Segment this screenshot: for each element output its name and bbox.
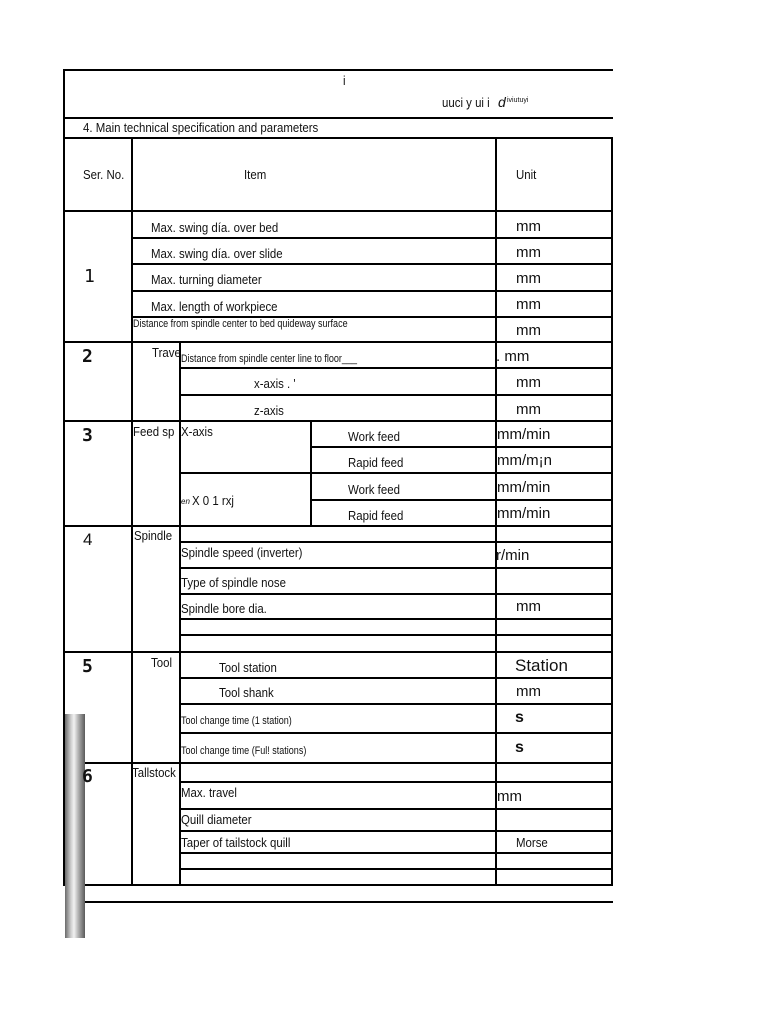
- item-max-swing-bed: Max. swing día. over bed: [151, 220, 279, 235]
- serial-5: 5: [82, 656, 93, 677]
- col-header-item: Item: [244, 167, 267, 182]
- item-x-axis-travel: x-axis . ': [254, 376, 296, 391]
- item-max-swing-slide: Max. swing día. over slide: [151, 246, 283, 261]
- unit-z-rapid-feed: mm/min: [497, 505, 551, 522]
- binding-rod: [65, 714, 85, 938]
- unit-max-turning-diameter: mm: [516, 270, 541, 287]
- item-z-axis-travel: z-axis: [254, 403, 284, 418]
- unit-z-work-feed: mm/min: [497, 479, 551, 496]
- unit-x-rapid-feed: mm/m¡n: [497, 452, 552, 469]
- group-label-spindle: Spindle: [134, 528, 173, 543]
- unit-spindle-speed: r/min: [496, 547, 530, 564]
- unit-max-swing-bed: mm: [516, 218, 541, 235]
- unit-tailstock-taper: Morse: [516, 835, 548, 850]
- serial-4: 4: [83, 530, 93, 549]
- subgroup-z-axis: X 0 1 rxj: [192, 493, 234, 508]
- item-max-travel: Max. travel: [181, 785, 237, 800]
- unit-z-axis-travel: mm: [516, 401, 541, 418]
- item-spindle-nose-type: Type of spindle nose: [181, 575, 286, 590]
- item-x-rapid-feed: Rapid feed: [348, 455, 404, 470]
- item-tool-shank: Tool shank: [219, 685, 274, 700]
- unit-max-swing-slide: mm: [516, 244, 541, 261]
- header-garbled-small: d: [498, 94, 506, 110]
- item-spindle-speed: Spindle speed (inverter): [181, 545, 303, 560]
- serial-1: 1: [84, 266, 95, 287]
- unit-x-axis-travel: mm: [516, 374, 541, 391]
- item-max-turning-diameter: Max. turning diameter: [151, 272, 262, 287]
- item-spindle-to-guideway: Distance from spindle center to bed quideway surface: [133, 318, 348, 330]
- item-x-work-feed: Work feed: [348, 429, 400, 444]
- unit-max-travel: mm: [497, 788, 522, 805]
- unit-tool-shank: mm: [516, 683, 541, 700]
- unit-tool-change-1: s: [515, 709, 524, 726]
- unit-x-work-feed: mm/min: [497, 426, 551, 443]
- item-tool-change-1: Tool change time (1 station): [181, 715, 292, 727]
- unit-spindle-bore: mm: [516, 598, 541, 615]
- item-z-rapid-feed: Rapid feed: [348, 508, 404, 523]
- serial-2: 2: [82, 346, 93, 367]
- item-spindle-to-floor: Distance from spindle center line to floor___: [181, 353, 357, 365]
- group-label-feed-speed: Feed sp: [133, 424, 175, 439]
- group-label-tool: Tool: [151, 655, 172, 670]
- col-header-serno: Ser. No.: [83, 167, 125, 182]
- item-max-length-workpiece: Max. length of workpiece: [151, 299, 278, 314]
- header-garbled-tiny: iviutuyi: [507, 97, 529, 104]
- serial-3: 3: [82, 425, 93, 446]
- unit-spindle-to-floor: . mm: [496, 348, 530, 365]
- group-label-tailstock: Tallstock: [132, 765, 176, 780]
- item-spindle-bore: Spindle bore dia.: [181, 601, 267, 616]
- header-mark: i: [343, 73, 346, 88]
- subgroup-z-axis-prefix: en: [181, 497, 190, 506]
- unit-max-length-workpiece: mm: [516, 296, 541, 313]
- unit-tool-station: Station: [515, 656, 568, 675]
- col-header-unit: Unit: [516, 167, 537, 182]
- item-tool-station: Tool station: [219, 660, 277, 675]
- subgroup-x-axis: X-axis: [181, 424, 213, 439]
- serial-6: 6: [82, 766, 93, 787]
- unit-tool-change-full: s: [515, 739, 524, 756]
- item-quill-diameter: Quill diameter: [181, 812, 252, 827]
- item-tailstock-taper: Taper of tailstock quill: [181, 835, 291, 850]
- section-title: 4. Main technical specification and parameters: [83, 120, 319, 135]
- item-z-work-feed: Work feed: [348, 482, 400, 497]
- group-label-travel: Trave: [152, 345, 181, 360]
- unit-spindle-to-guideway: mm: [516, 322, 541, 339]
- item-tool-change-full: Tool change time (Ful! stations): [181, 745, 307, 757]
- header-garbled: uuci y ui i: [442, 95, 490, 110]
